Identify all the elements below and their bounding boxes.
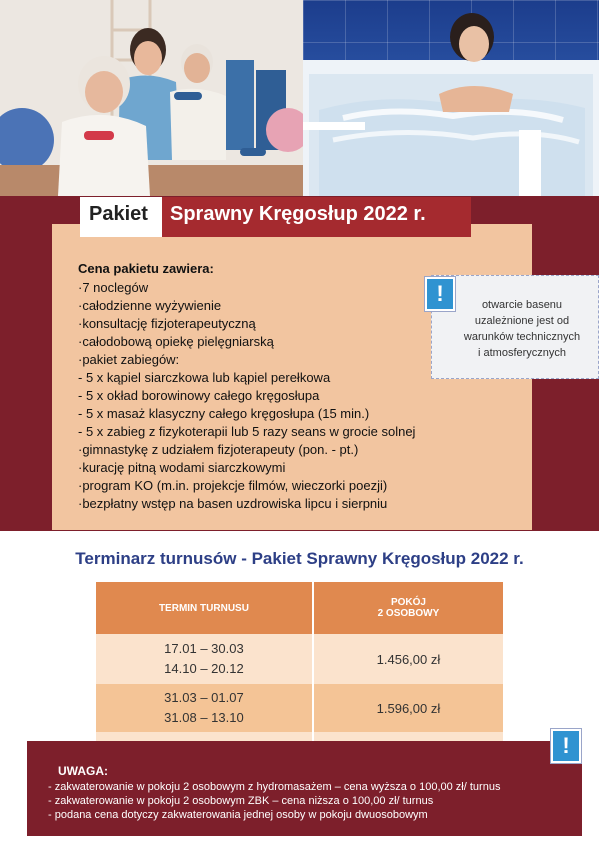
list-item: - zakwaterowanie w pokoju 2 osobowym z hydromasażem – cena wyższa o 100,00 zł/ turnus — [48, 781, 501, 793]
list-item: ·7 noclegów — [78, 280, 149, 295]
list-item: ·program KO (m.in. projekcje filmów, wieczorki poezji) — [78, 478, 388, 493]
list-item: - 5 x okład borowinowy całego kręgosłupa — [78, 388, 320, 403]
bath-photo-illustration — [303, 0, 599, 196]
list-item: ·całodzienne wyżywienie — [78, 298, 222, 313]
list-item: - podana cena dotyczy zakwaterowania jednej osoby w pokoju dwuosobowym — [48, 809, 428, 821]
note-heading: UWAGA: — [58, 764, 108, 778]
package-items — [78, 279, 478, 513]
list-item: - zakwaterowanie w pokoju 2 osobowym ZBK – cena niższa o 100,00 zł/ turnus — [48, 795, 434, 807]
exercise-photo — [0, 0, 303, 196]
column-header-room-line2: 2 OSOBOWY — [377, 608, 440, 619]
price-cell: 1.596,00 zł — [313, 684, 503, 732]
package-heading: Cena pakietu zawiera: — [78, 261, 214, 276]
list-item: ·kurację pitną wodami siarczkowymi — [78, 460, 286, 475]
table-header-row — [96, 582, 503, 634]
schedule-title: Terminarz turnusów - Pakiet Sprawny Kręgosłup 2022 r. — [75, 549, 524, 568]
list-item: ·bezpłatny wstęp na basen uzdrowiska lipcu i sierpniu — [78, 496, 388, 511]
table-row — [96, 634, 503, 684]
notice-line: otwarcie basenu — [481, 299, 563, 311]
term-date: 31.08 – 13.10 — [164, 710, 244, 725]
term-date: 14.10 – 20.12 — [164, 661, 244, 676]
list-item: ·konsultację fizjoterapeutyczną — [78, 316, 256, 331]
list-item: ·gimnastykę z udziałem fizjoterapeuty (pon. - pt.) — [78, 442, 359, 457]
term-cell — [96, 634, 313, 684]
term-cell — [96, 684, 313, 732]
info-icon: ! — [551, 729, 581, 763]
exercise-photo-illustration — [0, 0, 303, 196]
notice-line: uzależnione jest od — [474, 315, 570, 327]
bath-photo — [303, 0, 599, 196]
list-item: ·całodobową opiekę pielęgniarską — [78, 334, 274, 349]
schedule-table — [96, 582, 503, 762]
price-cell: 1.456,00 zł — [313, 634, 503, 684]
note-items — [48, 780, 500, 822]
term-date: 17.01 – 30.03 — [164, 641, 244, 656]
pool-notice-text — [447, 297, 597, 361]
column-header-room — [313, 582, 503, 634]
column-header-term: TERMIN TURNUSU — [96, 582, 313, 634]
list-item: ·pakiet zabiegów: — [78, 352, 180, 367]
list-item: - 5 x kąpiel siarczkowa lub kąpiel perełkowa — [78, 370, 331, 385]
term-date: 31.03 – 01.07 — [164, 690, 244, 705]
list-item: - 5 x zabieg z fizykoterapii lub 5 razy seans w grocie solnej — [78, 424, 416, 439]
notice-line: i atmosferycznych — [477, 347, 567, 359]
table-row — [96, 684, 503, 732]
page-title-prefix: Pakiet — [89, 203, 148, 225]
list-item: - 5 x masaż klasyczny całego kręgosłupa (15 min.) — [78, 406, 370, 421]
page-title: Sprawny Kręgosłup 2022 r. — [170, 203, 426, 225]
notice-line: warunków technicznych — [463, 331, 581, 343]
column-header-room-line1: POKÓJ — [390, 597, 426, 608]
info-icon: ! — [425, 277, 455, 311]
